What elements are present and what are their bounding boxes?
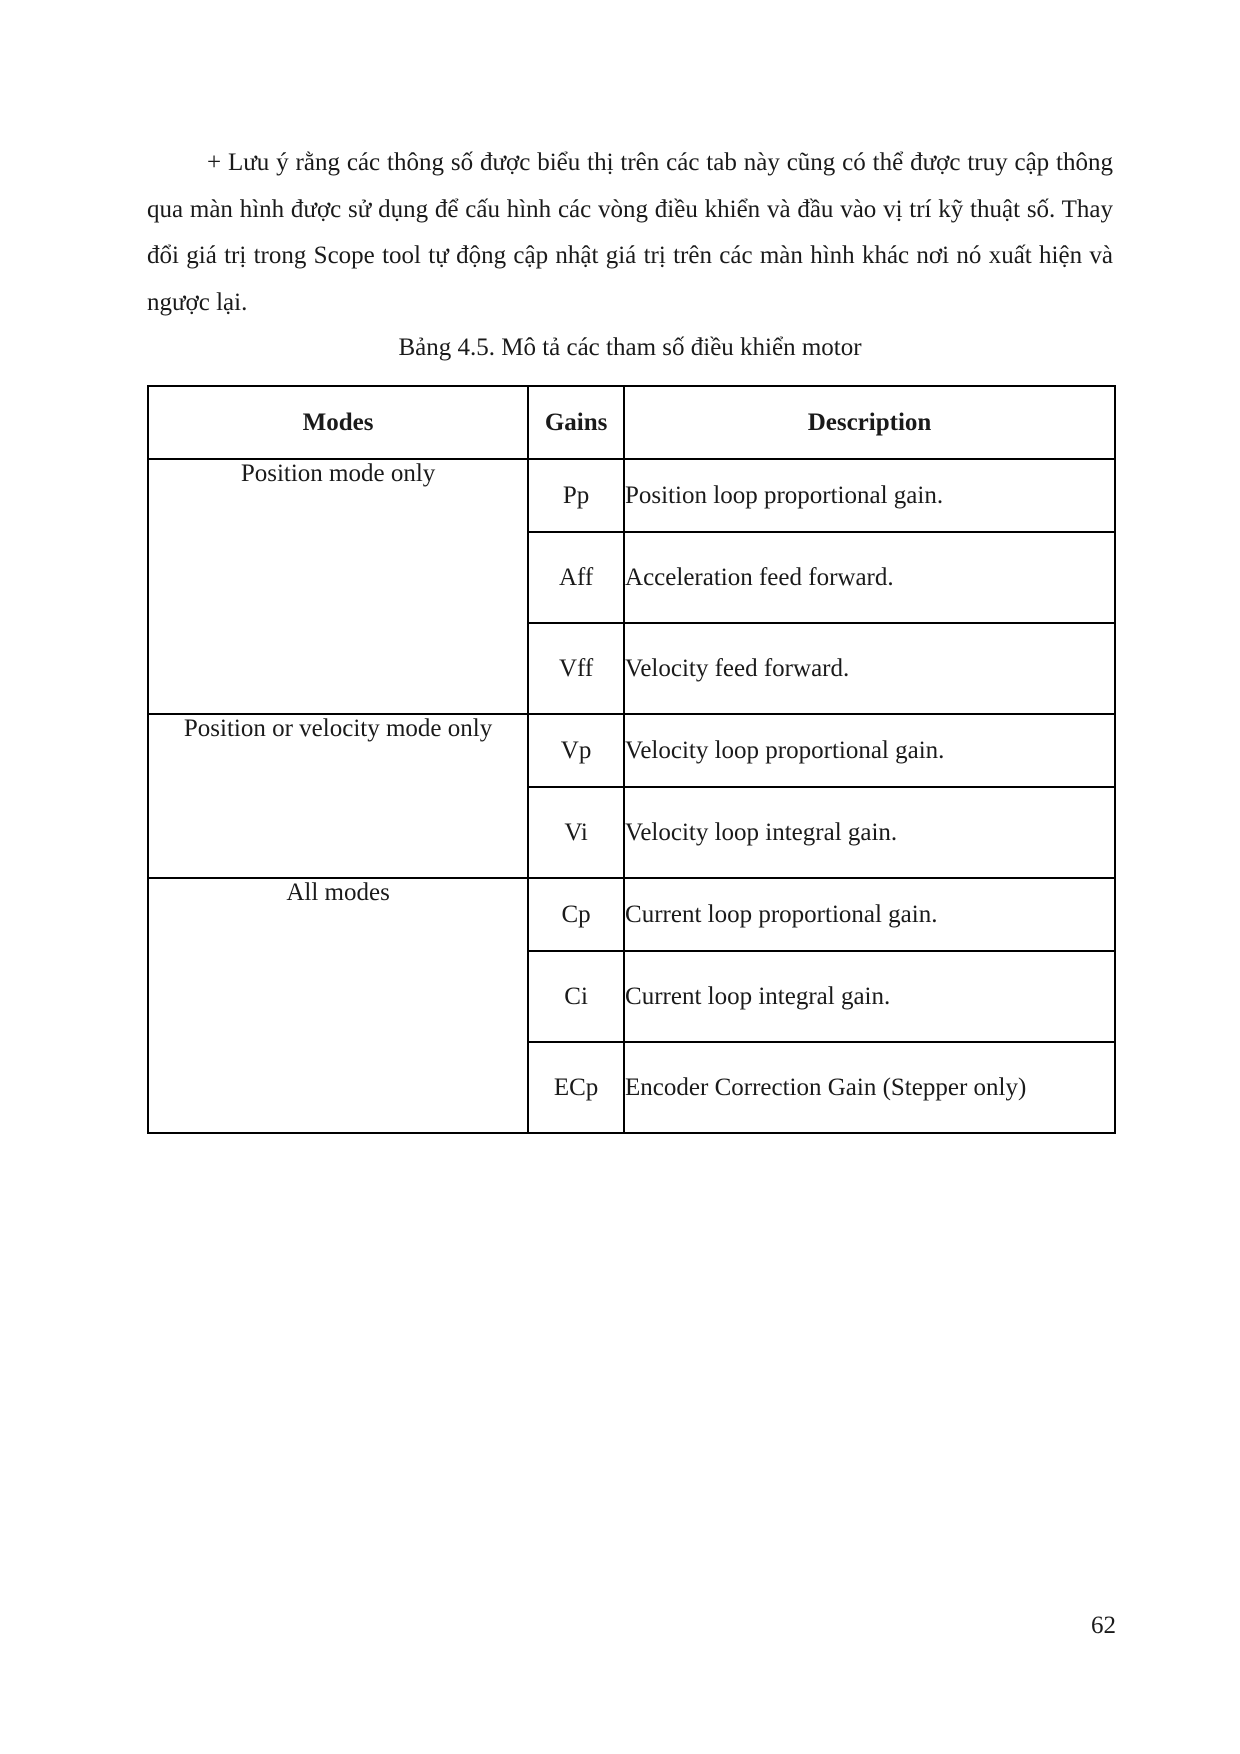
gain-cell: ECp — [528, 1042, 624, 1133]
gain-cell: Vff — [528, 623, 624, 714]
description-cell: Acceleration feed forward. — [624, 532, 1115, 623]
table-row — [148, 459, 1115, 532]
gain-cell: Vi — [528, 787, 624, 878]
description-cell: Current loop integral gain. — [624, 951, 1115, 1042]
table-header-row — [148, 386, 1115, 459]
header-description: Description — [624, 386, 1115, 459]
motor-parameters-table — [147, 385, 1116, 1134]
header-gains: Gains — [528, 386, 624, 459]
gain-cell: Vp — [528, 714, 624, 787]
table-caption — [147, 330, 1113, 366]
body-paragraph: + Lưu ý rằng các thông số được biểu thị trên các tab này cũng có thể được truy cập thông qua màn hình được sử dụng để cấu hình các vòng điều khiển và đầu vào vị trí kỹ thuật số. Thay đổi giá trị trong Scope tool tự động cập nhật giá trị trên các màn hình khác nơi nó xuất hiện và ngược lại. — [147, 149, 1113, 316]
description-cell: Velocity loop integral gain. — [624, 787, 1115, 878]
gain-cell: Cp — [528, 878, 624, 951]
table-caption-text: Mô tả các tham số điều khiển motor — [494, 334, 862, 361]
table-row — [148, 714, 1115, 787]
gain-cell: Ci — [528, 951, 624, 1042]
description-cell: Position loop proportional gain. — [624, 459, 1115, 532]
page-number: 62 — [1091, 1612, 1116, 1639]
description-cell: Velocity feed forward. — [624, 623, 1115, 714]
mode-cell: All modes — [148, 878, 528, 1133]
gain-cell: Aff — [528, 532, 624, 623]
header-modes: Modes — [148, 386, 528, 459]
gain-cell: Pp — [528, 459, 624, 532]
table-caption-label: Bảng 4.5. — [398, 334, 495, 361]
description-cell: Encoder Correction Gain (Stepper only) — [624, 1042, 1115, 1133]
mode-cell: Position or velocity mode only — [148, 714, 528, 878]
table-row — [148, 878, 1115, 951]
description-cell: Velocity loop proportional gain. — [624, 714, 1115, 787]
mode-cell: Position mode only — [148, 459, 528, 714]
description-cell: Current loop proportional gain. — [624, 878, 1115, 951]
